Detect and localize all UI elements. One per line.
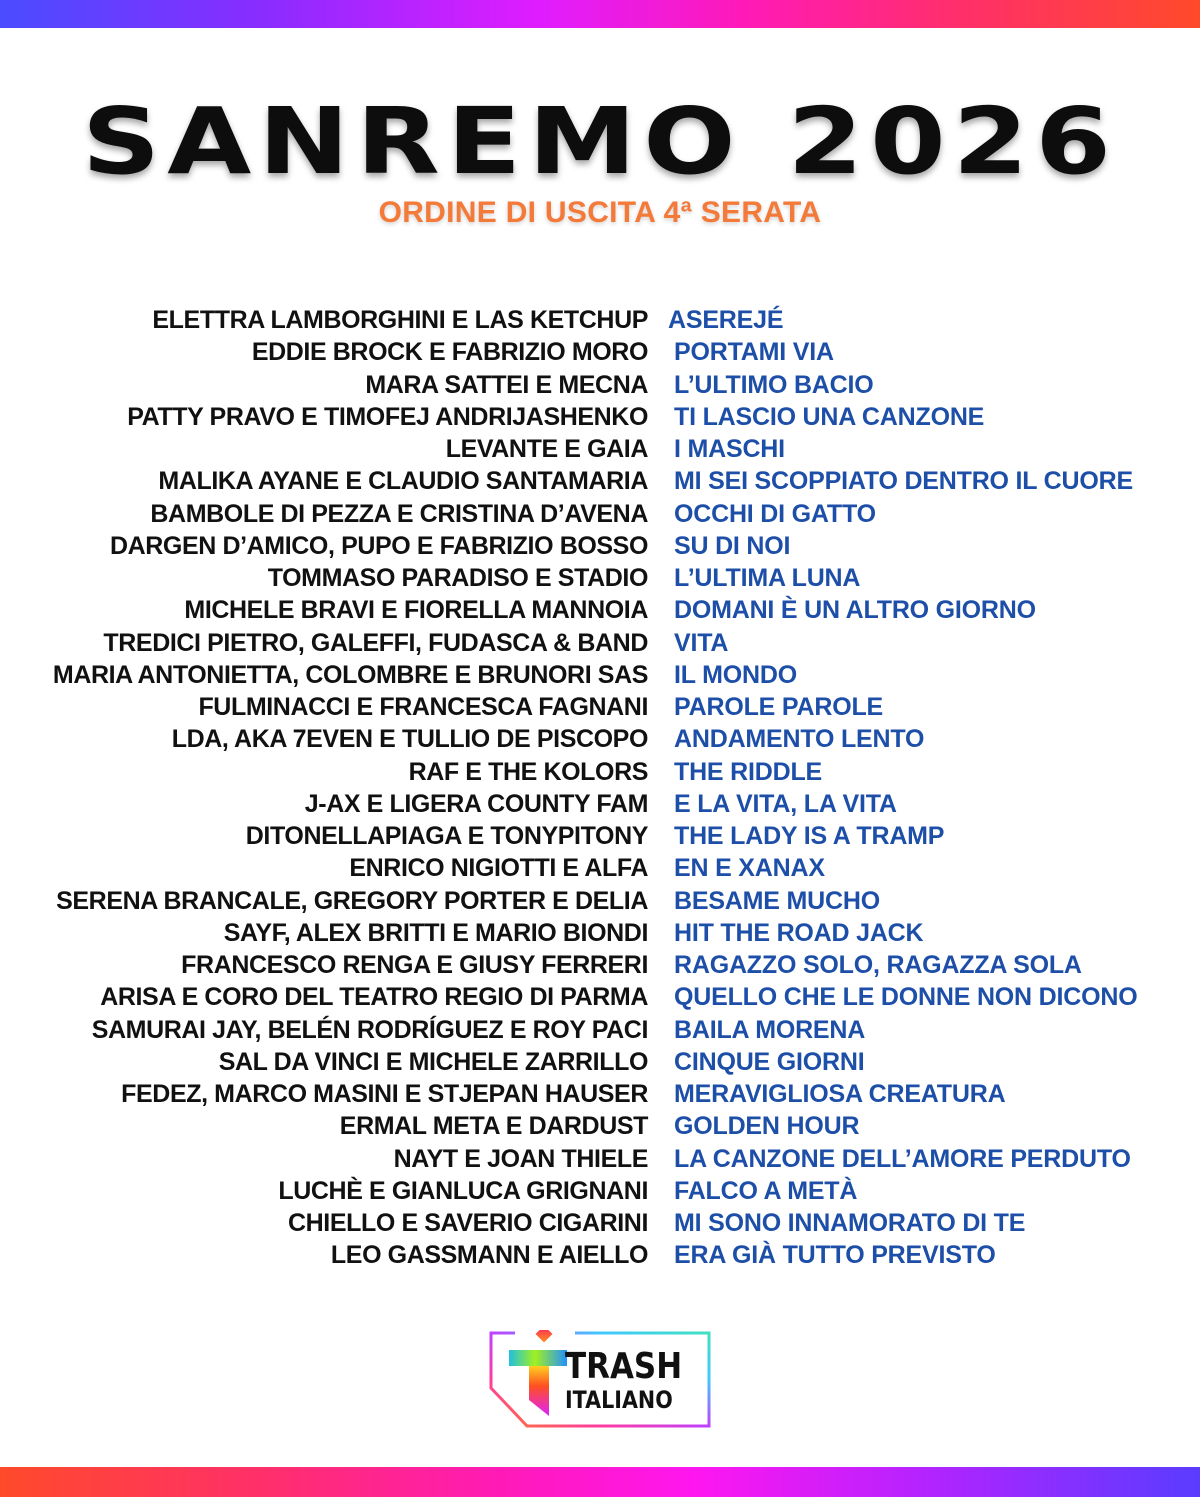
lineup-row <box>0 981 1200 1013</box>
lineup-row <box>0 336 1200 368</box>
lineup-row <box>0 401 1200 433</box>
artist-name: MARA SATTEI E MECNA <box>365 370 648 399</box>
artist-name: SAMURAI JAY, BELÉN RODRÍGUEZ E ROY PACI <box>91 1015 648 1044</box>
lineup-row <box>0 498 1200 530</box>
trash-italiano-logo <box>487 1330 713 1430</box>
lineup-row <box>0 1239 1200 1271</box>
artist-name: LEO GASSMANN E AIELLO <box>330 1241 648 1270</box>
song-title: MERAVIGLIOSA CREATURA <box>674 1080 1006 1108</box>
artist-name: LUCHÈ E GIANLUCA GRIGNANI <box>278 1176 648 1205</box>
artist-name: SERENA BRANCALE, GREGORY PORTER E DELIA <box>56 886 648 915</box>
song-title: TI LASCIO UNA CANZONE <box>674 402 985 431</box>
song-title: PORTAMI VIA <box>674 338 834 367</box>
lineup-row <box>0 1110 1200 1142</box>
artist-name: ELETTRA LAMBORGHINI E LAS KETCHUP <box>152 306 648 334</box>
lineup-row <box>0 1207 1200 1239</box>
artist-name: SAL DA VINCI E MICHELE ZARRILLO <box>218 1047 648 1076</box>
lineup-row <box>0 723 1200 755</box>
lineup-row <box>0 949 1200 981</box>
lineup-row <box>0 917 1200 949</box>
lineup-row <box>0 852 1200 884</box>
artist-name: FULMINACCI E FRANCESCA FAGNANI <box>198 693 648 721</box>
logo-text-trash: TRASH <box>565 1346 683 1387</box>
lineup-row <box>0 1175 1200 1207</box>
song-title: ANDAMENTO LENTO <box>674 725 925 754</box>
song-title: E LA VITA, LA VITA <box>674 789 897 818</box>
lineup-row <box>0 465 1200 497</box>
song-title: THE LADY IS A TRAMP <box>674 822 945 850</box>
lineup-row <box>0 433 1200 465</box>
song-title: RAGAZZO SOLO, RAGAZZA SOLA <box>674 951 1082 979</box>
song-title: I MASCHI <box>674 435 785 463</box>
lineup-row <box>0 562 1200 594</box>
artist-name: DITONELLAPIAGA E TONYPITONY <box>245 822 648 850</box>
artist-name: BAMBOLE DI PEZZA E CRISTINA D’AVENA <box>150 499 648 528</box>
song-title: QUELLO CHE LE DONNE NON DICONO <box>674 983 1138 1012</box>
song-title: PAROLE PAROLE <box>674 693 883 721</box>
lineup-row <box>0 1078 1200 1110</box>
lineup-row <box>0 1014 1200 1046</box>
lineup-row <box>0 594 1200 626</box>
artist-name: SAYF, ALEX BRITTI E MARIO BIONDI <box>223 918 648 947</box>
artist-name: ERMAL META E DARDUST <box>339 1112 648 1141</box>
lineup-row <box>0 627 1200 659</box>
artist-name: FRANCESCO RENGA E GIUSY FERRERI <box>181 951 648 979</box>
lineup-row <box>0 369 1200 401</box>
logo-text-italiano: ITALIANO <box>565 1386 673 1414</box>
artist-name: DARGEN D’AMICO, PUPO E FABRIZIO BOSSO <box>109 531 648 560</box>
artist-name: EDDIE BROCK E FABRIZIO MORO <box>251 338 648 367</box>
page-title: SANREMO 2026 <box>81 88 1119 195</box>
song-title: ERA GIÀ TUTTO PREVISTO <box>674 1241 996 1270</box>
artist-name: CHIELLO E SAVERIO CIGARINI <box>288 1209 648 1237</box>
song-title: CINQUE GIORNI <box>674 1047 865 1076</box>
song-title: MI SEI SCOPPIATO DENTRO IL CUORE <box>674 467 1133 496</box>
artist-name: FEDEZ, MARCO MASINI E STJEPAN HAUSER <box>121 1080 648 1108</box>
song-title: VITA <box>674 628 729 657</box>
song-title: SU DI NOI <box>674 531 791 560</box>
song-title: OCCHI DI GATTO <box>674 499 876 528</box>
song-title: EN E XANAX <box>674 854 825 883</box>
lineup-row <box>0 788 1200 820</box>
artist-name: ARISA E CORO DEL TEATRO REGIO DI PARMA <box>100 983 648 1012</box>
page-subtitle: ORDINE DI USCITA 4ª SERATA <box>378 196 822 229</box>
lineup-row <box>0 885 1200 917</box>
song-title: BAILA MORENA <box>674 1015 866 1044</box>
song-title: IL MONDO <box>674 660 797 689</box>
artist-name: J-AX E LIGERA COUNTY FAM <box>304 789 648 818</box>
artist-name: PATTY PRAVO E TIMOFEJ ANDRIJASHENKO <box>127 402 648 431</box>
lineup-row <box>0 304 1200 336</box>
song-title: DOMANI È UN ALTRO GIORNO <box>674 596 1036 625</box>
song-title: LA CANZONE DELL’AMORE PERDUTO <box>674 1144 1131 1173</box>
lineup-row <box>0 1143 1200 1175</box>
artist-name: LDA, AKA 7EVEN E TULLIO DE PISCOPO <box>171 725 648 754</box>
artist-name: TREDICI PIETRO, GALEFFI, FUDASCA & BAND <box>103 628 648 657</box>
lineup-list <box>0 304 1200 1272</box>
lineup-row <box>0 756 1200 788</box>
artist-name: MARIA ANTONIETTA, COLOMBRE E BRUNORI SAS <box>52 660 648 689</box>
lineup-row <box>0 530 1200 562</box>
song-title: HIT THE ROAD JACK <box>674 918 924 947</box>
top-gradient-bar <box>0 0 1200 28</box>
song-title: FALCO A METÀ <box>674 1176 858 1205</box>
song-title: BESAME MUCHO <box>674 886 880 915</box>
artist-name: NAYT E JOAN THIELE <box>393 1144 648 1173</box>
bottom-gradient-bar <box>0 1467 1200 1497</box>
artist-name: ENRICO NIGIOTTI E ALFA <box>349 854 648 883</box>
artist-name: RAF E THE KOLORS <box>408 757 648 786</box>
lineup-row <box>0 659 1200 691</box>
artist-name: MICHELE BRAVI E FIORELLA MANNOIA <box>184 596 648 625</box>
song-title: THE RIDDLE <box>674 757 823 786</box>
artist-name: LEVANTE E GAIA <box>445 435 648 463</box>
artist-name: TOMMASO PARADISO E STADIO <box>267 564 648 592</box>
song-title: L’ULTIMO BACIO <box>674 370 874 399</box>
song-title: ASEREJÉ <box>668 306 784 334</box>
song-title: L’ULTIMA LUNA <box>674 564 861 592</box>
lineup-row <box>0 820 1200 852</box>
song-title: GOLDEN HOUR <box>674 1112 860 1141</box>
lineup-row <box>0 691 1200 723</box>
song-title: MI SONO INNAMORATO DI TE <box>674 1209 1026 1237</box>
artist-name: MALIKA AYANE E CLAUDIO SANTAMARIA <box>158 467 648 496</box>
lineup-row <box>0 1046 1200 1078</box>
